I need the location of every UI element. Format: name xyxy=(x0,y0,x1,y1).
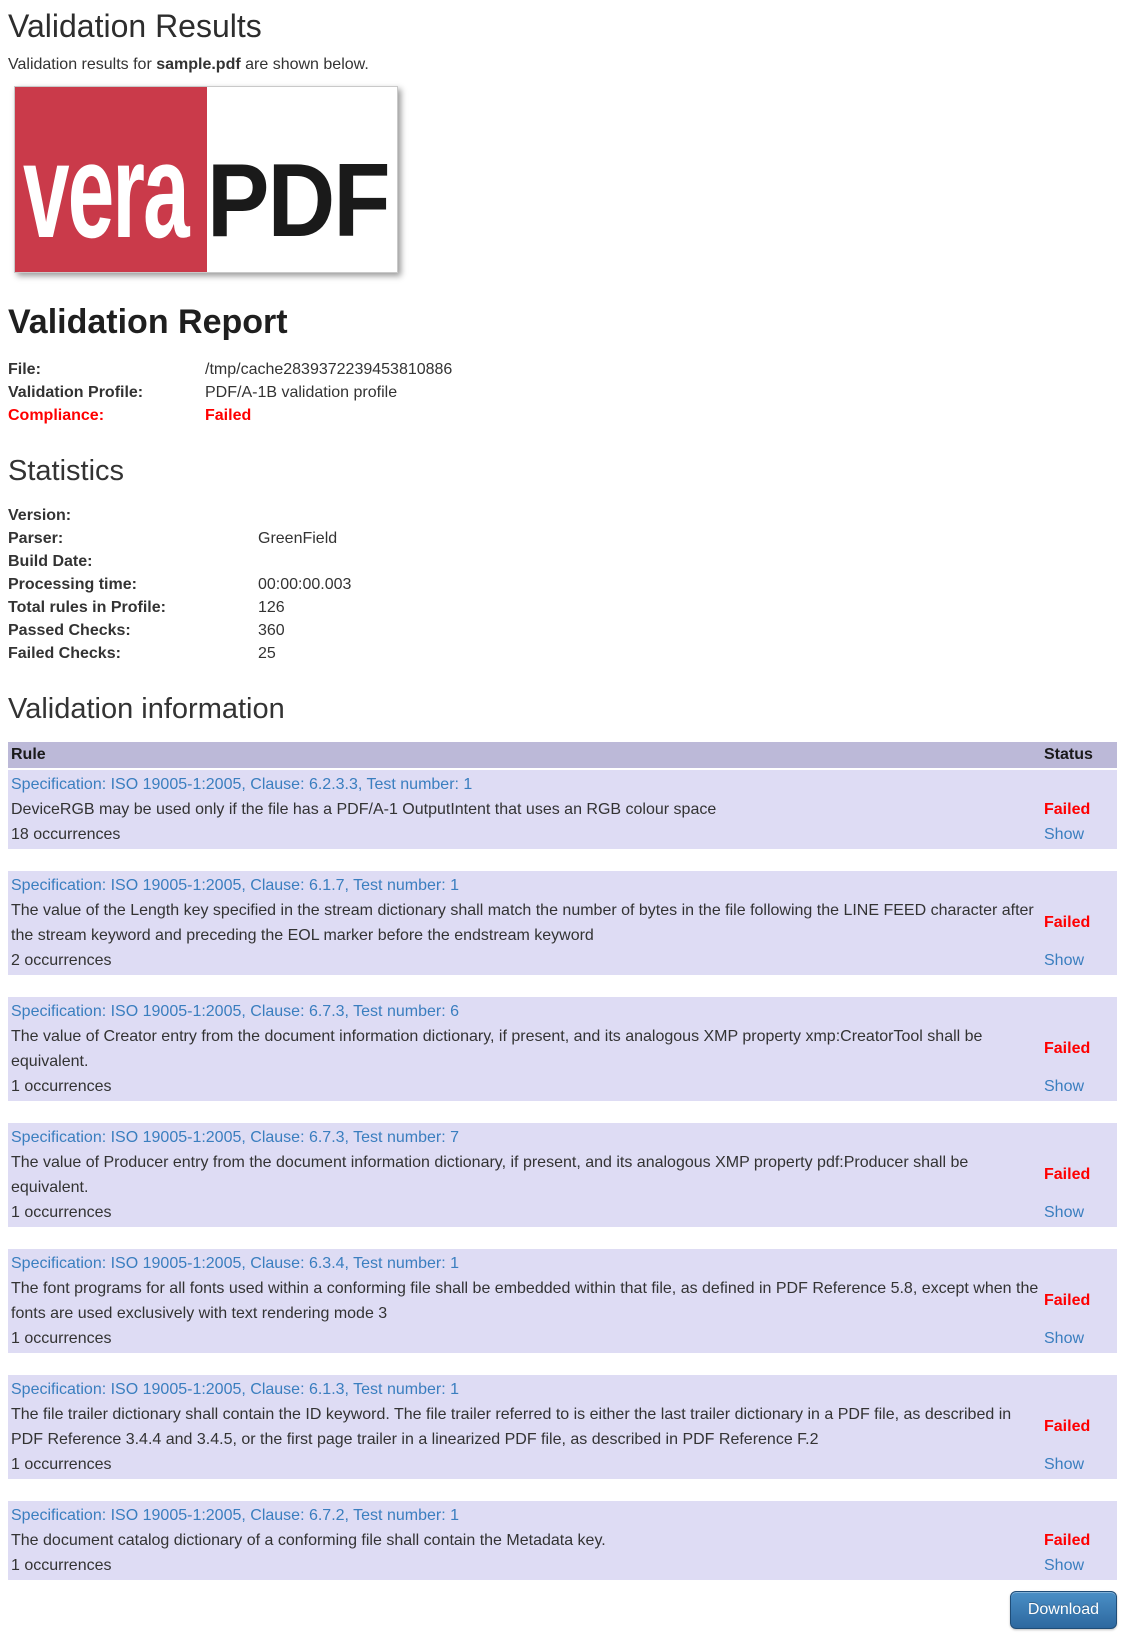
rule-row xyxy=(8,997,1117,1101)
rule-description: The font programs for all fonts used within a conforming file shall be embedded within that file, as defined in PDF Reference 5.8, except when the fonts are used exclusively with text rendering mode 3 xyxy=(11,1280,1039,1322)
failed-checks-label: Failed Checks: xyxy=(8,645,121,662)
status-badge: Failed xyxy=(1044,914,1091,931)
version-value xyxy=(258,504,351,527)
rule-column-header: Rule xyxy=(11,746,46,763)
status-column-header: Status xyxy=(1044,746,1093,763)
status-badge: Failed xyxy=(1044,1040,1091,1057)
report-row-compliance xyxy=(8,404,452,427)
parser-label: Parser: xyxy=(8,530,64,547)
download-button[interactable]: Download xyxy=(1010,1591,1117,1629)
rule-spec-link[interactable]: Specification: ISO 19005-1:2005, Clause: 6.7.2, Test number: 1 xyxy=(11,1507,459,1524)
rule-occurrences: 2 occurrences xyxy=(11,952,112,969)
rule-spec-link[interactable]: Specification: ISO 19005-1:2005, Clause: 6.2.3.3, Test number: 1 xyxy=(11,776,473,793)
passed-checks-label: Passed Checks: xyxy=(8,622,131,639)
compliance-value: Failed xyxy=(205,407,252,424)
status-badge: Failed xyxy=(1044,1531,1091,1549)
parser-value: GreenField xyxy=(258,530,338,547)
statistics-heading: Statistics xyxy=(8,455,125,487)
rule-spec-link[interactable]: Specification: ISO 19005-1:2005, Clause: 6.1.7, Test number: 1 xyxy=(11,877,459,894)
rule-description: The value of Producer entry from the document information dictionary, if present, and its analogous XMP property pdf:Producer shall be equivalent. xyxy=(11,1154,969,1196)
subtitle-suffix: are shown below. xyxy=(240,56,369,73)
show-link[interactable]: Show xyxy=(1044,952,1085,969)
rule-spec-link[interactable]: Specification: ISO 19005-1:2005, Clause: 6.7.3, Test number: 6 xyxy=(11,1003,459,1020)
stat-row-build-date xyxy=(8,550,351,573)
stat-row-failed-checks xyxy=(8,642,351,665)
total-rules-value: 126 xyxy=(258,599,285,616)
build-date-value xyxy=(258,550,351,573)
stat-row-passed-checks xyxy=(8,619,351,642)
rule-occurrences: 1 occurrences xyxy=(11,1330,112,1347)
build-date-label: Build Date: xyxy=(8,553,93,570)
file-label: File: xyxy=(8,361,41,378)
status-badge: Failed xyxy=(1044,1166,1091,1183)
verapdf-logo xyxy=(14,86,398,273)
validation-information-heading: Validation information xyxy=(8,693,285,725)
page-title: Validation Results xyxy=(8,8,262,44)
status-badge: Failed xyxy=(1044,800,1091,818)
download-button-row xyxy=(8,1591,1117,1637)
stat-row-parser xyxy=(8,527,351,550)
rules-table-header xyxy=(8,742,1117,768)
show-link[interactable]: Show xyxy=(1044,826,1085,843)
show-link[interactable]: Show xyxy=(1044,1456,1085,1473)
stat-row-total-rules xyxy=(8,596,351,619)
failed-checks-value: 25 xyxy=(258,645,276,662)
rule-description: The file trailer dictionary shall contain the ID keyword. The file trailer referred to is either the last trailer dictionary in a PDF file, as described in PDF Reference 3.4.4 and 3.4.5, or the first page trailer in a linearized PDF file, as described in PDF Reference F.2 xyxy=(11,1406,1012,1448)
validation-report-heading: Validation Report xyxy=(8,303,288,341)
rule-description: DeviceRGB may be used only if the file has a PDF/A-1 OutputIntent that uses an RGB colour space xyxy=(11,801,717,818)
statistics-table xyxy=(8,504,351,665)
compliance-label: Compliance: xyxy=(8,407,105,424)
show-link[interactable]: Show xyxy=(1044,1204,1085,1221)
version-label: Version: xyxy=(8,507,72,524)
report-summary-table xyxy=(8,358,452,427)
rule-spec-link[interactable]: Specification: ISO 19005-1:2005, Clause: 6.1.3, Test number: 1 xyxy=(11,1381,459,1398)
rule-description: The value of Creator entry from the document information dictionary, if present, and its analogous XMP property xmp:CreatorTool shall be equivalent. xyxy=(11,1028,983,1070)
rule-row xyxy=(8,770,1117,849)
subtitle-prefix: Validation results for xyxy=(8,56,157,73)
rule-description: The document catalog dictionary of a conforming file shall contain the Metadata key. xyxy=(11,1532,606,1549)
stat-row-processing-time xyxy=(8,573,351,596)
rule-row xyxy=(8,1249,1117,1353)
logo-vera-text: vera xyxy=(23,115,188,266)
rule-description: The value of the Length key specified in the stream dictionary shall match the number of bytes in the file following the LINE FEED character after the stream keyword and preceding the EOL marker before the endstream keyword xyxy=(11,902,1034,944)
status-badge: Failed xyxy=(1044,1418,1091,1435)
show-link[interactable]: Show xyxy=(1044,1330,1085,1347)
rule-occurrences: 18 occurrences xyxy=(11,826,121,843)
validation-profile-value: PDF/A-1B validation profile xyxy=(205,384,398,401)
stat-row-version xyxy=(8,504,351,527)
rule-occurrences: 1 occurrences xyxy=(11,1557,112,1574)
processing-time-value: 00:00:00.003 xyxy=(258,576,352,593)
validation-profile-label: Validation Profile: xyxy=(8,384,144,401)
rule-spec-link[interactable]: Specification: ISO 19005-1:2005, Clause: 6.7.3, Test number: 7 xyxy=(11,1129,459,1146)
report-row-file xyxy=(8,358,452,381)
file-value: /tmp/cache2839372239453810886 xyxy=(205,361,453,378)
validation-rules-table xyxy=(8,742,1117,1580)
rule-row xyxy=(8,1375,1117,1479)
show-link[interactable]: Show xyxy=(1044,1078,1085,1095)
rule-occurrences: 1 occurrences xyxy=(11,1078,112,1095)
total-rules-label: Total rules in Profile: xyxy=(8,599,166,616)
subtitle-filename: sample.pdf xyxy=(156,56,241,73)
rule-row xyxy=(8,1123,1117,1227)
logo-pdf-text: PDF xyxy=(207,143,389,259)
status-badge: Failed xyxy=(1044,1292,1091,1309)
passed-checks-value: 360 xyxy=(258,622,285,639)
rule-occurrences: 1 occurrences xyxy=(11,1456,112,1473)
rule-row xyxy=(8,871,1117,975)
show-link[interactable]: Show xyxy=(1044,1557,1085,1574)
rule-row xyxy=(8,1501,1117,1580)
rule-occurrences: 1 occurrences xyxy=(11,1204,112,1221)
rule-spec-link[interactable]: Specification: ISO 19005-1:2005, Clause: 6.3.4, Test number: 1 xyxy=(11,1255,459,1272)
page-subtitle xyxy=(8,55,1136,74)
report-row-profile xyxy=(8,381,452,404)
processing-time-label: Processing time: xyxy=(8,576,137,593)
